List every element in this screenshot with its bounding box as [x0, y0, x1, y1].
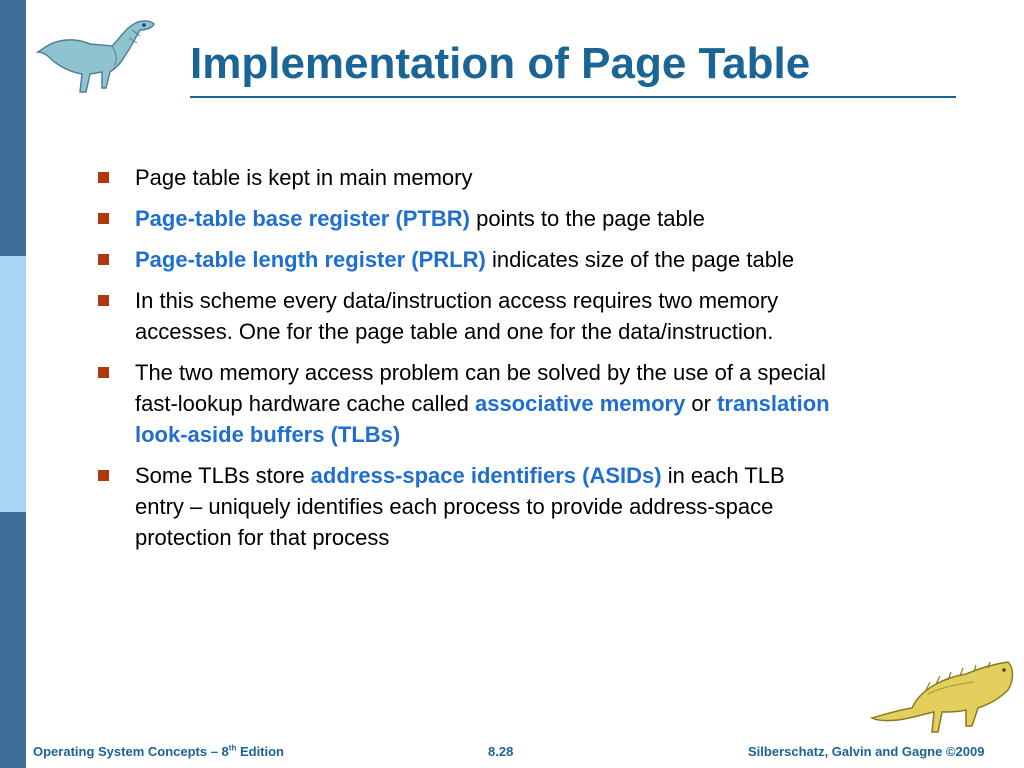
sidebar-bar [0, 0, 26, 768]
square-bullet-icon [98, 213, 109, 224]
bullet-text: In this scheme every data/instruction access requires two memory accesses. One for the page table and one for the data/instruction. [135, 288, 779, 344]
dinosaur-icon [36, 8, 158, 98]
bullet-text: Some TLBs store [135, 463, 311, 488]
bullet-text: or [685, 391, 718, 416]
square-bullet-icon [98, 470, 109, 481]
footer-book-title-text: Operating System Concepts – 8 [33, 744, 229, 759]
footer-authors: Silberschatz, Galvin and Gagne ©2009 [748, 744, 985, 759]
bullet-item [96, 203, 836, 234]
square-bullet-icon [98, 295, 109, 306]
bullet-text: points to the page table [469, 206, 705, 231]
term-associative-memory: associative memory [474, 391, 686, 416]
bullet-text: Page table is kept in main memory [135, 165, 473, 190]
bullet-item [96, 285, 836, 347]
slide-number: 8.28 [488, 744, 514, 759]
term-tlbs: translation look-aside buffers (TLBs) [135, 391, 830, 447]
sidebar-segment-top [0, 0, 26, 256]
title-divider [190, 96, 956, 98]
page-title: Implementation of Page Table [190, 39, 811, 88]
term-prlr: Page-table length register (PRLR) [135, 247, 486, 272]
bullet-item [96, 357, 836, 450]
footer-book-title [33, 744, 284, 759]
bullet-list [96, 162, 836, 563]
footer-edition-superscript: th [228, 743, 237, 753]
sidebar-segment-middle [0, 256, 26, 512]
term-ptbr: Page-table base register (PTBR) [135, 206, 470, 231]
dinosaur-icon [868, 660, 1016, 736]
bullet-item [96, 460, 836, 553]
sidebar-segment-bottom [0, 512, 26, 768]
square-bullet-icon [98, 367, 109, 378]
term-asids: address-space identifiers (ASIDs) [310, 463, 662, 488]
bullet-text: in each TLB entry – uniquely identifies each process to provide address-space protection for that process [135, 463, 785, 550]
square-bullet-icon [98, 254, 109, 265]
square-bullet-icon [98, 172, 109, 183]
bullet-text: The two memory access problem can be solved by the use of a special fast-lookup hardware cache called [135, 360, 826, 416]
footer-edition-suffix: Edition [236, 744, 285, 759]
bullet-item [96, 162, 836, 193]
bullet-item [96, 244, 836, 275]
bullet-text: indicates size of the page table [485, 247, 795, 272]
